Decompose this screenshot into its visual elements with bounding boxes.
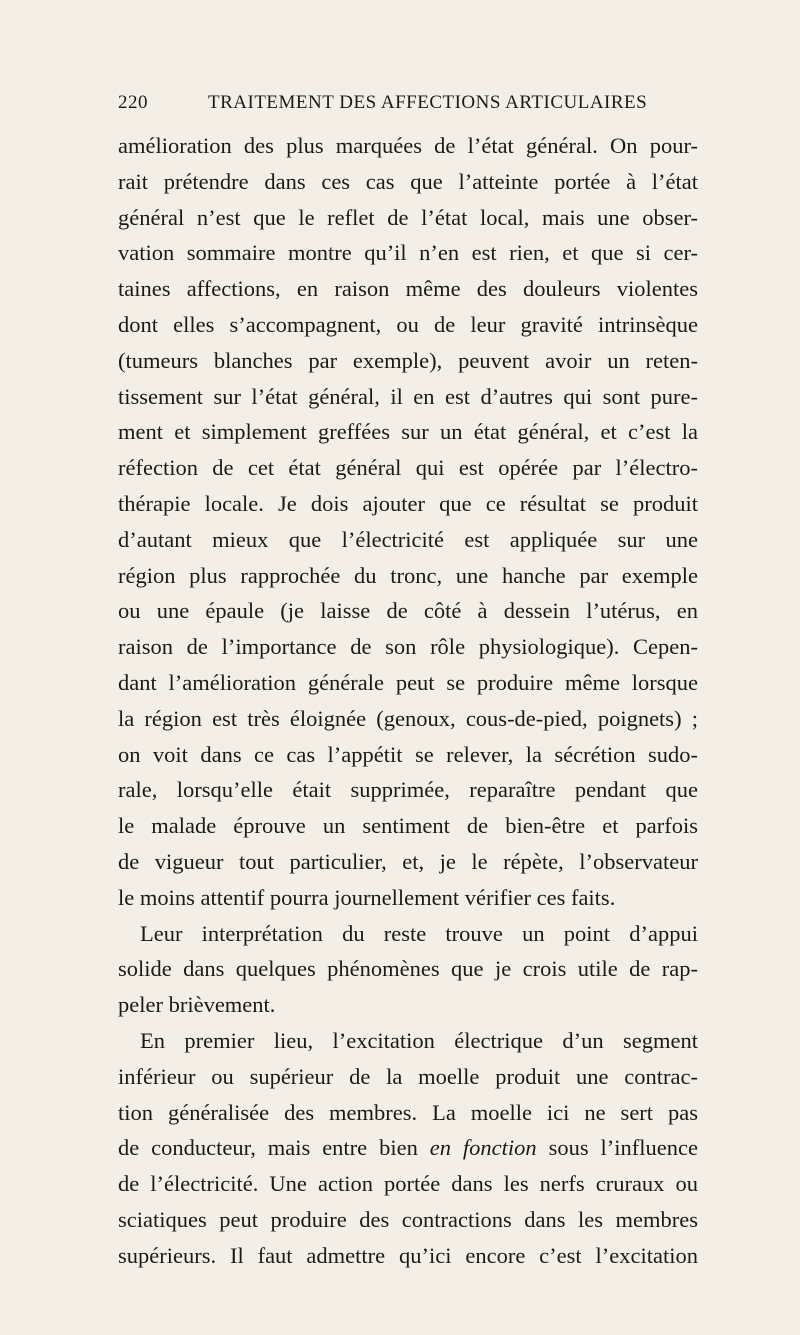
text-line: général n’est que le reflet de l’état local, mais une obser- (118, 204, 698, 230)
text-line: dant l’amélioration générale peut se produire même lorsque (118, 669, 698, 695)
text-line: on voit dans ce cas l’appétit se relever, la sécrétion sudo- (118, 741, 698, 767)
text-line: Leur interprétation du reste trouve un point d’appui (140, 920, 698, 946)
text-line: ment et simplement greffées sur un état général, et c’est la (118, 419, 698, 445)
text-line: inférieur ou supérieur de la moelle produit une contrac- (118, 1063, 698, 1089)
text-line: le malade éprouve un sentiment de bien-être et parfois (118, 813, 698, 839)
text-line: amélioration des plus marquées de l’état général. On pour- (118, 133, 698, 158)
text-line: tissement sur l’état général, il en est d’autres qui sont pure- (118, 383, 698, 409)
text-line: tion généralisée des membres. La moelle ici ne sert pas (118, 1099, 698, 1125)
text-line: raison de l’importance de son rôle physiologique). Cepen- (118, 634, 698, 660)
text-line: supérieurs. Il faut admettre qu’ici encore c’est l’excitation (118, 1242, 698, 1268)
text-line: (tumeurs blanches par exemple), peuvent avoir un reten- (118, 347, 698, 373)
text-line: réfection de cet état général qui est opérée par l’électro- (118, 455, 698, 481)
body-text (118, 128, 698, 1274)
text-line: En premier lieu, l’excitation électrique d’un segment (140, 1027, 698, 1053)
text-line: d’autant mieux que l’électricité est appliquée sur une (118, 526, 698, 552)
text-line: peler brièvement. (118, 992, 276, 1018)
text-line: de vigueur tout particulier, et, je le répète, l’observateur (118, 848, 698, 874)
text-line: de l’électricité. Une action portée dans les nerfs cruraux ou (118, 1171, 698, 1197)
text-line: taines affections, en raison même des douleurs violentes (118, 276, 698, 302)
italic-phrase: en fonction (429, 1135, 537, 1161)
text-line: dont elles s’accompagnent, ou de leur gravité intrinsèque (118, 311, 698, 337)
text-line: région plus rapprochée du tronc, une hanche par exemple (118, 562, 698, 588)
text-segment: sous l’influence (548, 1135, 698, 1161)
page-number: 220 (118, 92, 148, 113)
text-line: la région est très éloignée (genoux, cous-de-pied, poignets) ; (118, 705, 698, 731)
running-title: TRAITEMENT DES AFFECTIONS ARTICULAIRES (208, 92, 648, 113)
text-line: sciatiques peut produire des contractions dans les membres (118, 1206, 698, 1232)
text-segment: de conducteur, mais entre bien (118, 1135, 418, 1161)
text-line: ou une épaule (je laisse de côté à dessein l’utérus, en (118, 598, 698, 624)
text-line: rait prétendre dans ces cas que l’atteinte portée à l’état (118, 168, 698, 194)
text-line: solide dans quelques phénomènes que je crois utile de rap- (118, 956, 698, 982)
text-line: le moins attentif pourra journellement vérifier ces faits. (118, 884, 616, 910)
text-line: rale, lorsqu’elle était supprimée, reparaître pendant que (118, 777, 698, 803)
text-line-mixed (118, 1130, 698, 1166)
running-head (118, 92, 698, 116)
text-line: thérapie locale. Je dois ajouter que ce résultat se produit (118, 490, 698, 516)
text-line: vation sommaire montre qu’il n’en est rien, et que si cer- (118, 240, 698, 266)
